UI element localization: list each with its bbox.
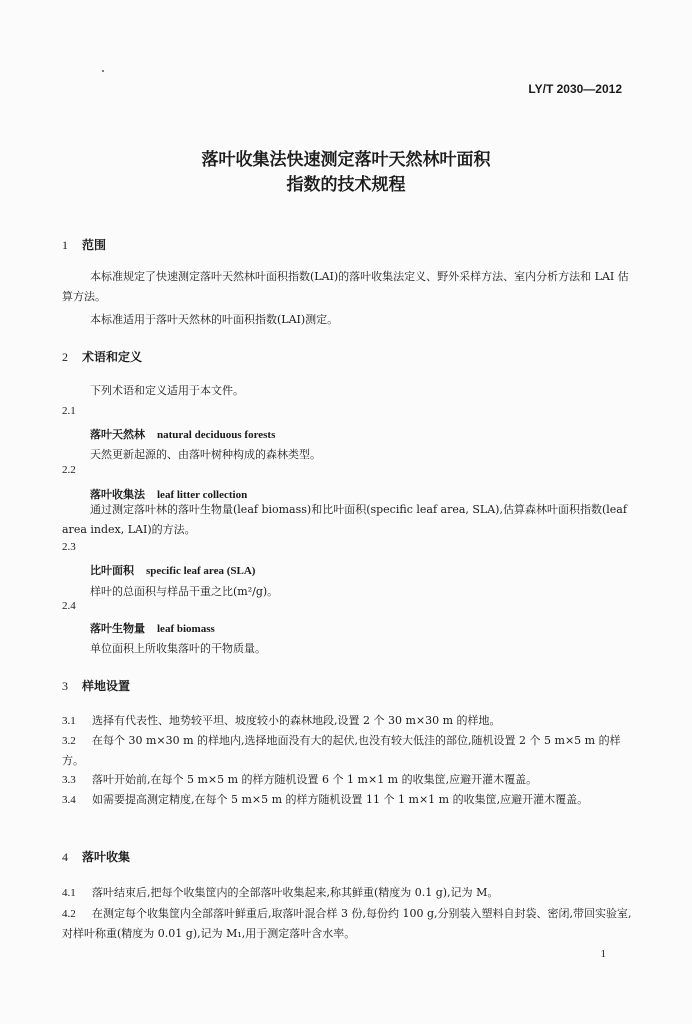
scan-speck xyxy=(102,70,104,72)
term-2-2-definition: 通过测定落叶林的落叶生物量(leaf biomass)和比叶面积(specific leaf area, SLA),估算森林叶面积指数(leaf area index, LAI)的方法。 xyxy=(62,503,627,536)
standard-number: LY/T 2030—2012 xyxy=(528,82,622,96)
section-2-heading: 2 术语和定义 xyxy=(62,350,143,364)
title-line-1: 落叶收集法快速测定落叶天然林叶面积 xyxy=(201,150,491,170)
term-2-4-number: 2.4 xyxy=(62,600,76,612)
clause-3-2: 3.2 在每个 30 m×30 m 的样地内,选择地面没有大的起伏,也没有较大低洼的部位,随机设置 2 个 5 m×5 m 的样方。 xyxy=(62,734,621,767)
clause-3-4: 3.4 如需要提高测定精度,在每个 5 m×5 m 的样方随机设置 11 个 1 m×1 m 的收集筐,应避开灌木覆盖。 xyxy=(62,793,589,806)
term-2-3-definition: 样叶的总面积与样品干重之比(m²/g)。 xyxy=(90,585,279,598)
term-2-4-title: 落叶生物量 leaf biomass xyxy=(90,622,215,635)
section-1-heading: 1 范围 xyxy=(62,238,107,252)
title-line-2: 指数的技术规程 xyxy=(286,175,406,195)
clause-4-2: 4.2 在测定每个收集筐内全部落叶鲜重后,取落叶混合样 3 份,每份约 100 g,分别装入塑料自封袋、密闭,带回实验室,对样叶称重(精度为 0.01 g),记为 M₁,用于测定落叶含水率。 xyxy=(62,907,632,940)
page-number: 1 xyxy=(600,948,606,960)
clause-4-1: 4.1 落叶结束后,把每个收集筐内的全部落叶收集起来,称其鲜重(精度为 0.1 g),记为 M。 xyxy=(62,886,499,899)
section-2-intro: 下列术语和定义适用于本文件。 xyxy=(90,384,244,397)
term-2-1-number: 2.1 xyxy=(62,405,76,417)
clause-3-3: 3.3 落叶开始前,在每个 5 m×5 m 的样方随机设置 6 个 1 m×1 m 的收集筐,应避开灌木覆盖。 xyxy=(62,773,538,786)
section-4-heading: 4 落叶收集 xyxy=(62,850,131,864)
term-2-1-definition: 天然更新起源的、由落叶树种构成的森林类型。 xyxy=(90,448,321,461)
clause-3-1: 3.1 选择有代表性、地势较平坦、坡度较小的森林地段,设置 2 个 30 m×30 m 的样地。 xyxy=(62,714,501,727)
term-2-1-title: 落叶天然林 natural deciduous forests xyxy=(90,428,276,441)
section-1-paragraph-2: 本标准适用于落叶天然林的叶面积指数(LAI)测定。 xyxy=(90,313,339,326)
term-2-3-number: 2.3 xyxy=(62,541,76,553)
term-2-2-title: 落叶收集法 leaf litter collection xyxy=(90,488,248,501)
document-title xyxy=(0,148,692,198)
term-2-2-number: 2.2 xyxy=(62,464,76,476)
term-2-4-definition: 单位面积上所收集落叶的干物质量。 xyxy=(90,642,266,655)
term-2-3-title: 比叶面积 specific leaf area (SLA) xyxy=(90,564,256,577)
section-1-paragraph-1: 本标准规定了快速测定落叶天然林叶面积指数(LAI)的落叶收集法定义、野外采样方法、室内分析方法和 LAI 估算方法。 xyxy=(62,270,629,303)
section-3-heading: 3 样地设置 xyxy=(62,679,131,693)
